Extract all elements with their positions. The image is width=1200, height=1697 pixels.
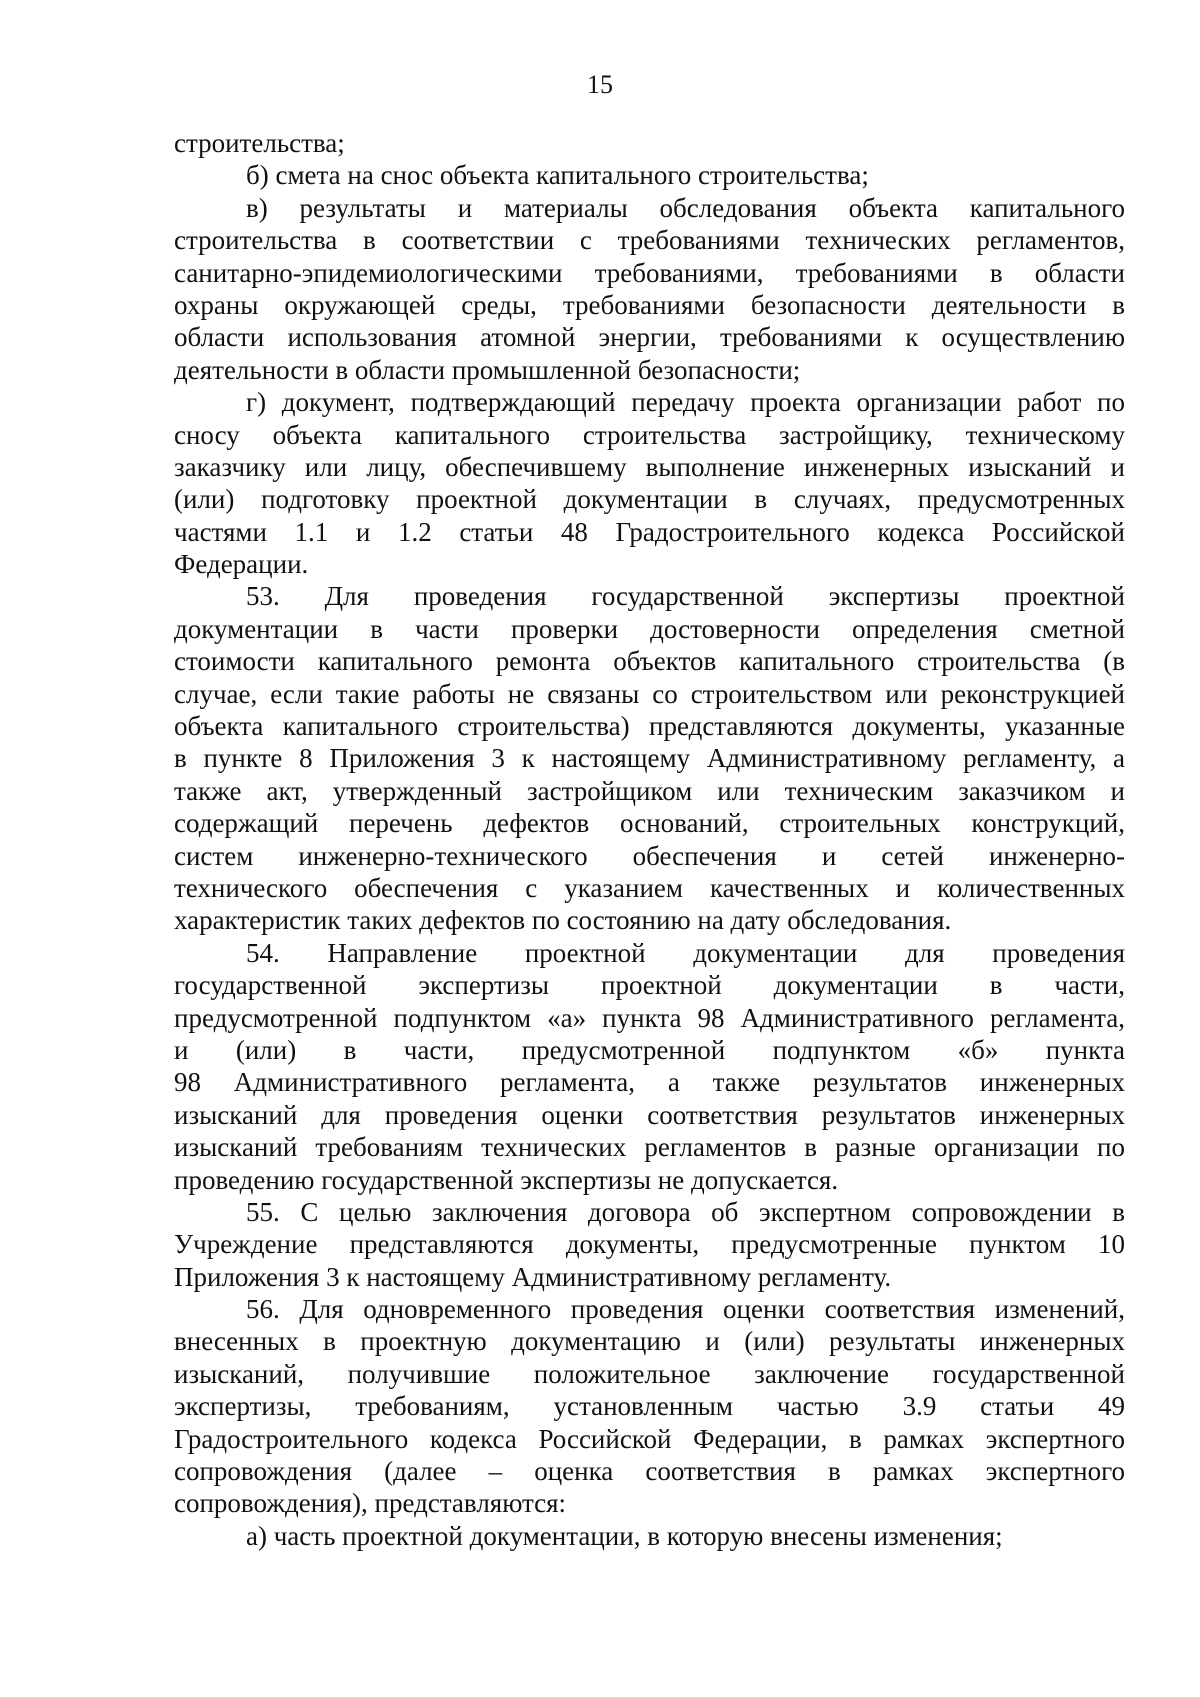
text-line: технического обеспечения с указанием качественных и количественных [174, 872, 1125, 903]
text-line: а) часть проектной документации, в которую внесены изменения; [246, 1520, 1003, 1551]
text-line: в пункте 8 Приложения 3 к настоящему Административному регламенту, а [174, 743, 1125, 774]
text-line: и (или) в части, предусмотренной подпунктом «б» пункта [174, 1034, 1125, 1065]
text-line: санитарно-эпидемиологическими требованиями, требованиями в области [174, 257, 1125, 288]
text-line: г) документ, подтверждающий передачу проекта организации работ по [246, 387, 1125, 418]
text-line: заказчику или лицу, обеспечившему выполнение инженерных изысканий и [174, 451, 1125, 482]
text-line: строительства в соответствии с требованиями технических регламентов, [174, 225, 1125, 256]
text-line: предусмотренной подпунктом «а» пункта 98 Административного регламента, [174, 1002, 1125, 1033]
text-line: систем инженерно-технического обеспечения и сетей инженерно- [174, 840, 1125, 871]
text-line: 54. Направление проектной документации для проведения [246, 937, 1125, 968]
text-line: Учреждение представляются документы, предусмотренные пунктом 10 [174, 1229, 1125, 1260]
text-line: строительства; [174, 128, 345, 158]
text-line: в) результаты и материалы обследования объекта капитального [246, 192, 1125, 223]
text-line: стоимости капитального ремонта объектов капитального строительства (в [174, 646, 1125, 677]
text-line: экспертизы, требованиям, установленным частью 3.9 статьи 49 [174, 1391, 1125, 1422]
text-line: 56. Для одновременного проведения оценки соответствия изменений, [246, 1294, 1125, 1325]
text-line: б) смета на снос объекта капитального строительства; [246, 160, 869, 191]
text-line: характеристик таких дефектов по состоянию на дату обследования. [174, 905, 952, 936]
text-line: изысканий для проведения оценки соответствия результатов инженерных [174, 1099, 1125, 1130]
text-line: 98 Административного регламента, а также результатов инженерных [174, 1067, 1125, 1098]
text-line: сопровождения (далее – оценка соответствия в рамках экспертного [174, 1456, 1125, 1487]
text-line: Градостроительного кодекса Российской Федерации, в рамках экспертного [174, 1423, 1125, 1454]
text-line: частями 1.1 и 1.2 статьи 48 Градостроительного кодекса Российской [174, 516, 1125, 547]
text-line: Приложения 3 к настоящему Административному регламенту. [174, 1261, 892, 1292]
text-line: (или) подготовку проектной документации в случаях, предусмотренных [174, 484, 1125, 515]
text-line: объекта капитального строительства) представляются документы, указанные [174, 711, 1125, 742]
text-line: документации в части проверки достоверности определения сметной [174, 613, 1125, 644]
document-body [174, 127, 1125, 1552]
text-line: Федерации. [174, 549, 309, 580]
text-line: сопровождения), представляются: [174, 1488, 567, 1519]
text-line: области использования атомной энергии, требованиями к осуществлению [174, 322, 1125, 353]
text-line: также акт, утвержденный застройщиком или техническим заказчиком и [174, 775, 1125, 806]
text-line: изысканий требованиям технических регламентов в разные организации по [174, 1132, 1125, 1163]
text-line: государственной экспертизы проектной документации в части, [174, 970, 1125, 1001]
text-line: охраны окружающей среды, требованиями безопасности деятельности в [174, 289, 1125, 320]
page-number: 15 [587, 70, 613, 99]
text-line: внесенных в проектную документацию и (или) результаты инженерных [174, 1326, 1125, 1357]
text-line: изысканий, получившие положительное заключение государственной [174, 1358, 1125, 1389]
text-line: сносу объекта капитального строительства застройщику, техническому [174, 419, 1125, 450]
text-line: деятельности в области промышленной безопасности; [174, 354, 801, 385]
text-line: содержащий перечень дефектов оснований, строительных конструкций, [174, 808, 1125, 839]
text-line: случае, если такие работы не связаны со строительством или реконструкцией [174, 678, 1125, 709]
text-line: 53. Для проведения государственной экспертизы проектной [246, 581, 1125, 612]
text-line: проведению государственной экспертизы не допускается. [174, 1164, 839, 1195]
text-line: 55. С целью заключения договора об экспертном сопровождении в [246, 1196, 1125, 1227]
